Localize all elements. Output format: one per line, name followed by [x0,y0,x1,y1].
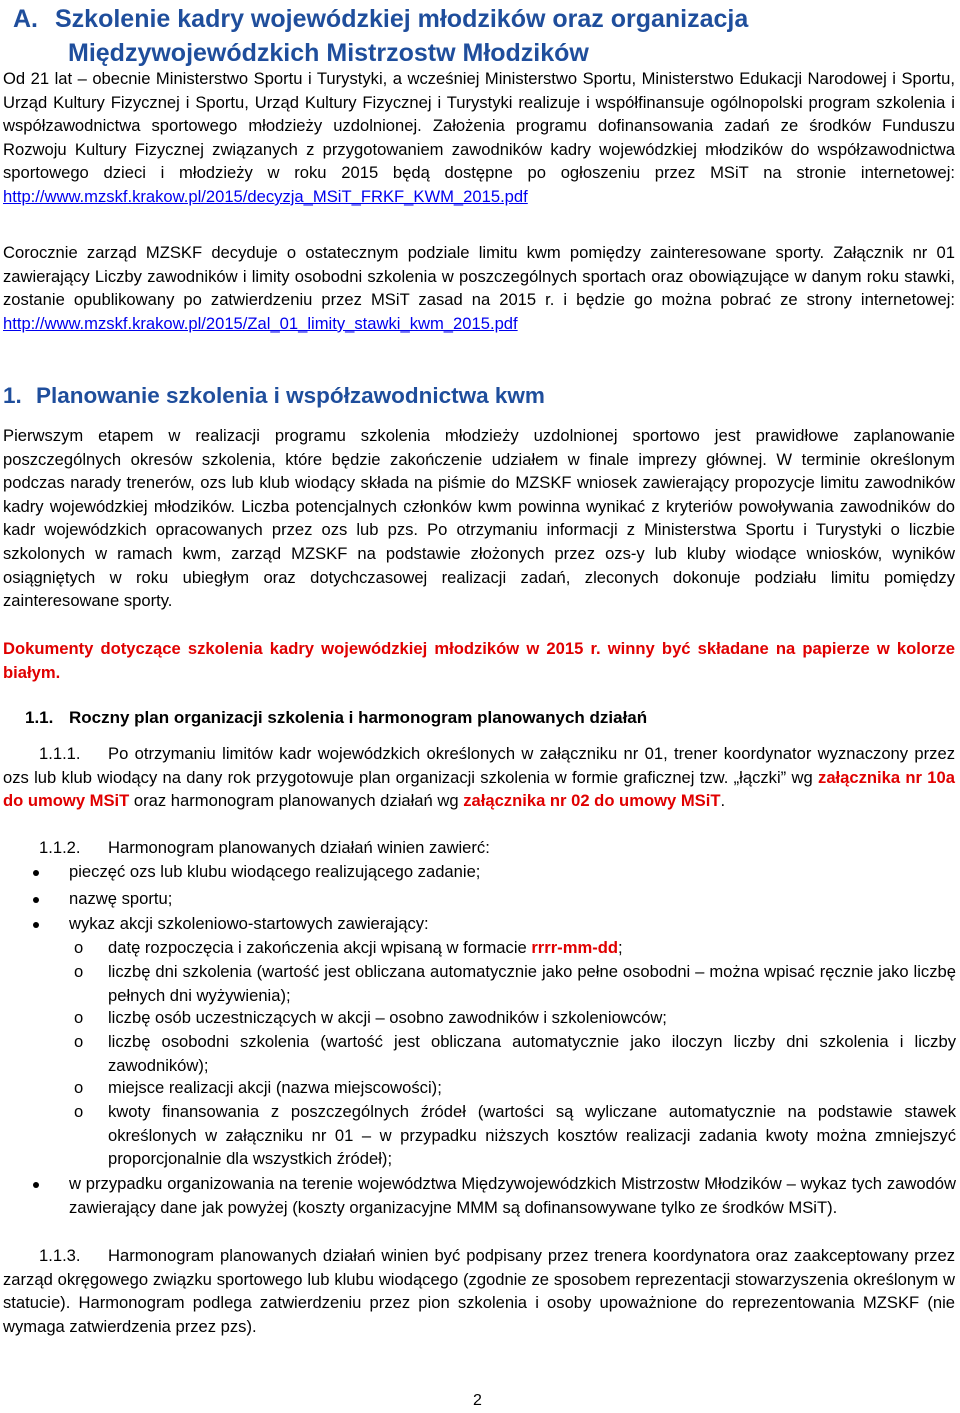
white-paper-warning: Dokumenty dotyczące szkolenia kadry wojewódzkiej młodzików w 2015 r. winny być składane na papierze w kolorze białym. [3,639,955,682]
item-1-1-1-text-c: . [720,791,726,811]
item-1-1-3-text: Harmonogram planowanych działań winien być podpisany przez trenera koordynatora oraz zaakceptowany przez zarząd okręgowego związku sportowego lub klubu wiodącego (zgodnie ze sposobem reprezentacji stowarzyszenia określonym w statucie). Harmonogram podlega zatwierdzeniu przez pion szkolenia i osoby upoważnione do reprezentowania MZSKF (nie wymaga zatwierdzenia przez pzs). [3,1246,955,1336]
section-1-number: 1. [3,383,22,408]
section-a-title-line1: Szkolenie kadry wojewódzkiej młodzików oraz organizacja [55,5,749,33]
section-a-title-line2: Międzywojewódzkich Mistrzostw Młodzików [68,39,589,67]
bullet-marker [33,1172,39,1196]
limits-pdf-link[interactable]: http://www.mzskf.krakow.pl/2015/Zal_01_limity_stawki_kwm_2015.pdf [3,313,518,333]
sub-item: kwoty finansowania z poszczególnych źródeł (wartości są wyliczane automatycznie na podstawie stawek określonych w załączniku nr 01 – w przypadku niższych kosztów realizacji zadania kwoty można zmniejszyć proporcjonalnie dla wszystkich źródeł); [108,1102,956,1169]
sub-bullet-marker: o [74,1032,84,1051]
page-number: 2 [473,1392,482,1409]
sub-bullet-marker: o [74,1102,84,1121]
sub-item: liczbę osób uczestniczących w akcji – osobno zawodników i szkoleniowców; [108,1008,667,1027]
sub-item-date-text: datę rozpoczęcia i zakończenia akcji wpisaną w formacie [108,938,532,957]
section-1-body: Pierwszym etapem w realizacji programu szkolenia młodzieży uzdolnionej sportowo jest prawidłowe zaplanowanie poszczególnych okresów szkolenia, które będzie zakończenie udziałem w finale imprezy głównej. W terminie określonym podczas narady trenerów, ozs lub klub wiodący składa na piśmie do MZSKF wniosek zawierający propozycje limitu zawodników kadry wojewódzkiej młodzików. Liczba potencjalnych członków kwm powinna wynikać z kryteriów powoływania zawodników do kadr wojewódzkich opracowanych przez ozs lub pzs. Po otrzymaniu informacji z Ministerstwa Sportu i Turystyki o liczbie szkolonych w ramach kwm, zarząd MZSKF na podstawie złożonych przez ozs-y lub kluby wiodące wniosków, wyników osiągniętych w roku ubiegłym oraz dotychczasowej realizacji zadań, zleconych dokonuje podziału limitu pomiędzy zainteresowane sporty. [3,426,955,611]
sub-item: liczbę dni szkolenia (wartość jest obliczana automatycznie jako pełne osobodni – można wpisać ręcznie jako liczbę pełnych dni wyżywienia); [108,962,956,1005]
decision-pdf-link[interactable]: http://www.mzskf.krakow.pl/2015/decyzja_MSiT_FRKF_KWM_2015.pdf [3,186,528,206]
sub-item: liczbę osobodni szkolenia (wartość jest obliczana automatycznie jako iloczyn liczby dni szkolenia i liczby zawodników); [108,1032,956,1075]
intro-paragraph-2 [3,241,955,335]
intro-paragraph-1 [3,67,955,209]
item-1-1-1-text-b: oraz harmonogram planowanych działań wg [129,791,464,811]
bullet-item: wykaz akcji szkoleniowo-startowych zawierający: [69,914,429,933]
section-1-1-heading [25,706,647,729]
bullet-item: pieczęć ozs lub klubu wiodącego realizującego zadanie; [69,862,481,881]
bullet-item-mmm: w przypadku organizowania na terenie województwa Międzywojewódzkich Mistrzostw Młodzików – wykaz tych zawodów zawierający dane jak powyżej (koszty organizacyjne MMM są dofinansowywane tylko ze środków MSiT). [69,1174,956,1217]
bullet-marker [33,860,39,884]
section-1-1-title: Roczny plan organizacji szkolenia i harmonogram planowanych działań [69,708,648,727]
item-1-1-2-number: 1.1.2. [39,838,81,857]
sub-item-date-end: ; [618,938,623,957]
section-a-number: A. [13,5,38,33]
bullet-item: nazwę sportu; [69,889,173,908]
item-1-1-1-number: 1.1.1. [39,744,81,763]
sub-bullet-marker: o [74,938,84,957]
item-1-1-1-text-a: Po otrzymaniu limitów kadr wojewódzkich określonych w załączniku nr 01, trener koordynator wyznaczony przez ozs lub klub wiodący na dany rok przygotowuje plan organizacji szkolenia w formie graficznej tzw. „łączki” wg [3,744,955,787]
bullet-marker [33,887,39,911]
attachment-10a-reference: załącznika nr 10a do umowy MSiT [3,767,955,811]
section-1-1-number: 1.1. [25,708,54,727]
section-1-heading [3,381,545,411]
sub-bullet-marker: o [74,1008,84,1027]
sub-item: miejsce realizacji akcji (nazwa miejscowości); [108,1078,442,1097]
sub-bullet-marker: o [74,962,84,981]
intro-paragraph-2-text: Corocznie zarząd MZSKF decyduje o ostatecznym podziale limitu kwm pomiędzy zainteresowane sporty. Załącznik nr 01 zawierający Liczby zawodników i limity osobodni szkolenia w poszczególnych sportach oraz obowiązujące w danym roku stawki, zostanie opublikowany po zatwierdzeniu przez MSiT zasad na 2015 r. i będzie go można pobrać ze strony internetowej: [3,243,955,310]
item-1-1-2 [3,836,955,860]
item-1-1-2-text: Harmonogram planowanych działań winien zawierć: [108,838,490,857]
bullet-marker [33,912,39,936]
section-a-title [13,2,948,70]
item-1-1-3 [3,1244,955,1338]
sub-item-date [108,936,956,960]
section-1-title: Planowanie szkolenia i współzawodnictwa kwm [36,383,545,408]
sub-bullet-marker: o [74,1078,84,1097]
intro-paragraph-1-text: Od 21 lat – obecnie Ministerstwo Sportu i Turystyki, a wcześniej Ministerstwo Sportu, Ministerstwo Edukacji Narodowej i Sportu, Urząd Kultury Fizycznej i Sportu, Urząd Kultury Fizycznej i Turystyki realizuje i współfinansuje ogólnopolski program szkolenia i współzawodnictwa sportowego młodzieży uzdolnionej. Założenia programu dofinansowania zadań ze środków Funduszu Rozwoju Kultury Fizycznej związanych z przygotowaniem zawodników kadry wojewódzkiej młodzików do współzawodnictwa sportowego dzieci i młodzieży w roku 2015 będą dostępne po ogłoszeniu przez MSiT na stronie internetowej: [3,69,955,183]
attachment-02-reference: załącznika nr 02 do umowy MSiT [463,791,721,811]
item-1-1-1 [3,742,955,813]
date-format: rrrr-mm-dd [531,938,619,957]
item-1-1-3-number: 1.1.3. [39,1246,81,1265]
